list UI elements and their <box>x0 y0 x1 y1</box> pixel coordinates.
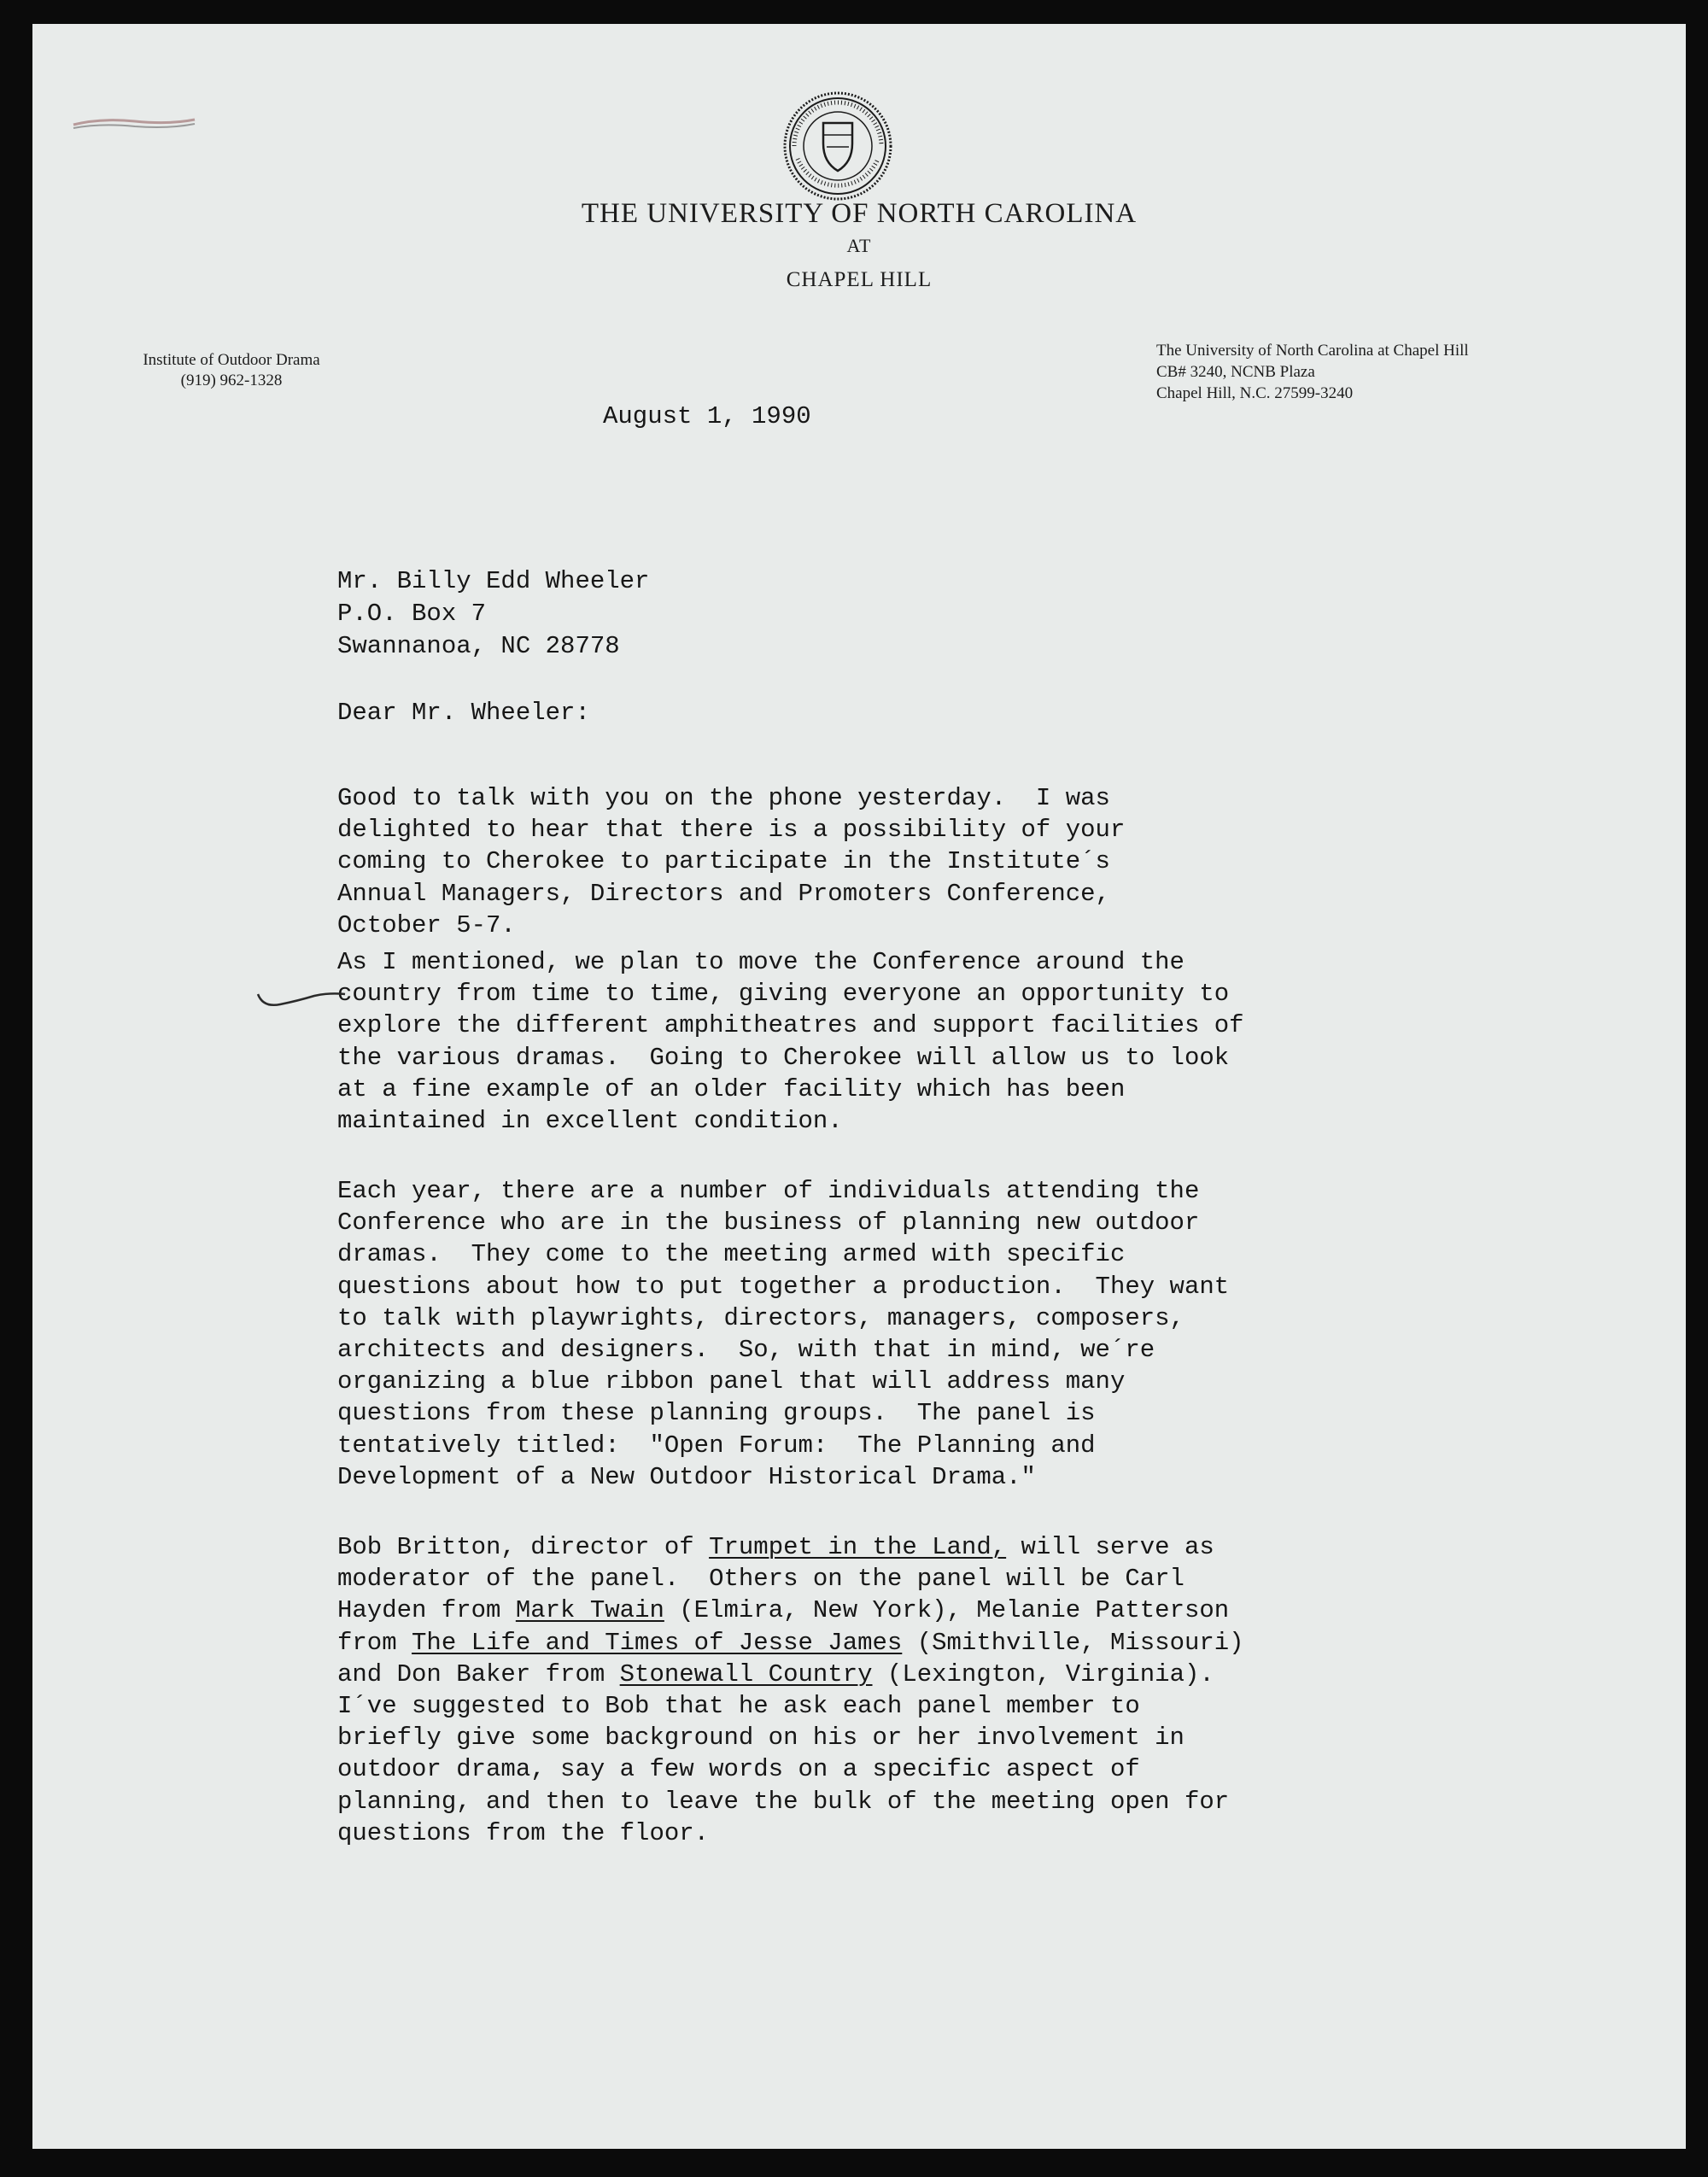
paragraph-4-text: Bob Britton, director of <box>337 1533 710 1561</box>
address-line-1: The University of North Carolina at Chapel Hill <box>1156 342 1469 360</box>
recipient-address <box>337 565 649 663</box>
drama-title-stonewall-country: Stonewall Country <box>619 1659 873 1688</box>
letterhead-at: AT <box>846 235 872 256</box>
paragraph-4-text: moderator of the panel. Others on the panel will be Carl <box>337 1565 1184 1594</box>
address-line-2: CB# 3240, NCNB Plaza <box>1156 363 1315 381</box>
paragraph-4-text: from <box>337 1628 412 1657</box>
letterhead-address <box>1156 340 1469 404</box>
drama-title-trumpet-in-the-land: Trumpet in the Land, <box>709 1533 1007 1561</box>
drama-title-mark-twain: Mark Twain <box>515 1596 664 1625</box>
department-phone: (919) 962-1328 <box>180 372 283 389</box>
paragraph-4-text: (Smithville, Missouri) <box>902 1628 1244 1657</box>
salutation: Dear Mr. Wheeler: <box>337 699 590 727</box>
letterhead-campus: CHAPEL HILL <box>786 268 933 291</box>
letterhead-university: THE UNIVERSITY OF NORTH CAROLINA <box>581 198 1138 229</box>
recipient-city: Swannanoa, NC 28778 <box>337 632 620 660</box>
university-seal-icon <box>782 91 893 202</box>
recipient-name: Mr. Billy Edd Wheeler <box>337 567 650 595</box>
department-name: Institute of Outdoor Drama <box>143 351 320 369</box>
drama-title-jesse-james: The Life and Times of Jesse James <box>412 1628 903 1657</box>
paragraph-1: Good to talk with you on the phone yesterday. I was delighted to hear that there is a possibility of your coming to Cherokee to participate in the Institute´s Annual Managers, Directors and Promoters Conference, October 5-7. <box>337 784 1126 939</box>
address-line-3: Chapel Hill, N.C. 27599-3240 <box>1156 384 1354 402</box>
handwritten-margin-mark <box>254 982 348 1016</box>
paragraph-4-text: (Lexington, Virginia). <box>872 1659 1214 1688</box>
paragraph-4-text: and Don Baker from <box>337 1659 620 1688</box>
paragraph-3: Each year, there are a number of individuals attending the Conference who are in the business of planning new outdoor dramas. They come to the meeting armed with specific questions about how to put together a production. They want to talk with playwrights, directors, managers, composers, architects and designers. So, with that in mind, we´re organizing a blue ribbon panel that will address many questions from these planning groups. The panel is tentatively titled: "Open Forum: The Planning and Development of a New Outdoor Historical Drama." <box>337 1177 1230 1491</box>
recipient-street: P.O. Box 7 <box>337 600 487 628</box>
letterhead-department <box>116 350 347 391</box>
letter-page <box>32 24 1686 2149</box>
letter-date: August 1, 1990 <box>603 402 811 430</box>
paragraph-2: As I mentioned, we plan to move the Conference around the country from time to time, giving everyone an opportunity to explore the different amphitheatres and support facilities of the various dramas. Going to Cherokee will allow us to look at a fine example of an older facility which has been maintained in excellent condition. <box>337 948 1244 1136</box>
paperclip-mark <box>67 106 203 140</box>
paragraph-4-text: I´ve suggested to Bob that he ask each panel member to briefly give some background on his or her involvement in outdoor drama, say a few words on a specific aspect of planning, and then to leave the bulk of the meeting open for questions from the floor. <box>337 1692 1230 1847</box>
paragraph-4-text: (Elmira, New York), Melanie Patterson <box>664 1596 1230 1625</box>
paragraph-4-text: will serve as <box>1006 1533 1214 1561</box>
paragraph-4 <box>337 1531 1473 1849</box>
paragraph-4-text: Hayden from <box>337 1596 516 1625</box>
